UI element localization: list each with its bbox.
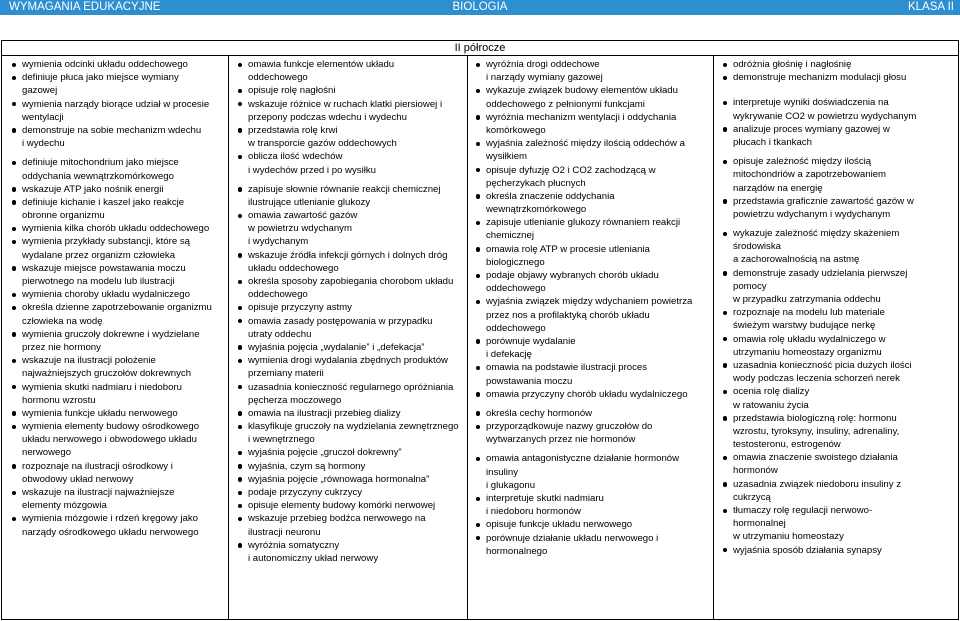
requirement-item: podaje objawy wybranych chorób układu — [472, 269, 712, 282]
requirement-item: wykazuje związek budowy elementów układu — [472, 84, 712, 97]
requirement-continuation: narządów na energię — [733, 182, 823, 194]
requirement-item: wskazuje ATP jako nośnik energii — [8, 183, 228, 196]
requirement-continuation: hormonów — [733, 465, 778, 477]
requirement-item: wymienia drogi wydalania zbędnych produktów — [234, 354, 466, 367]
requirement-item: opisuje rolę nagłośni — [234, 84, 466, 97]
requirement-item: wymienia odcinki układu oddechowego — [8, 58, 228, 71]
column-divider — [228, 55, 229, 620]
requirement-item: oblicza ilość wdechów — [234, 150, 466, 163]
section-title: II półrocze — [454, 42, 506, 54]
requirement-continuation: mitochondriów a zapotrzebowaniem — [733, 169, 887, 181]
requirement-continuation: przemiany materii — [248, 368, 324, 380]
header-subject: BIOLOGIA — [452, 1, 508, 13]
column-grade-1 — [8, 58, 228, 539]
requirement-item: przedstawia rolę krwi — [234, 124, 466, 137]
requirement-item: wskazuje na ilustracji najważniejsze — [8, 486, 228, 499]
requirement-continuation: w utrzymaniu homeostazy — [733, 531, 844, 543]
requirement-continuation: w przypadku zatrzymania oddechu — [733, 294, 881, 305]
requirement-item: wyjaśnia pojęcie „gruczoł dokrewny” — [234, 446, 466, 459]
requirement-continuation: narządy ośrodkowego układu nerwowego — [22, 526, 199, 538]
requirement-item: wymienia funkcje układu nerwowego — [8, 407, 228, 420]
requirement-continuation: hormonu wzrostu — [22, 394, 96, 406]
requirement-item: zapisuje utlenianie glukozy równaniem reakcji — [472, 216, 712, 229]
requirement-continuation: wydalane przez organizm człowieka — [22, 249, 176, 261]
requirement-item: wymienia kilka chorób układu oddechowego — [8, 222, 228, 235]
requirement-continuation: w ratowaniu życia — [733, 399, 809, 411]
requirement-continuation: przez nie hormony — [22, 341, 101, 353]
requirement-continuation: i autonomiczny układ nerwowy — [248, 552, 379, 564]
requirement-continuation: wykrywanie CO2 w powietrzu wydychanym — [733, 110, 917, 122]
requirement-continuation: komórkowego — [486, 124, 546, 136]
requirement-item: przyporządkowuje nazwy gruczołów do — [472, 420, 712, 433]
requirement-continuation: ilustracji neuronu — [248, 526, 321, 538]
requirement-continuation: powstawania moczu — [486, 375, 573, 387]
requirement-continuation: insuliny — [486, 466, 518, 478]
requirement-continuation: nerwowego — [22, 447, 72, 459]
requirement-item: wyjaśnia pojęcie „równowaga hormonalna” — [234, 473, 466, 486]
requirement-continuation: hormonalnego — [486, 545, 548, 557]
requirement-item: określa znaczenie oddychania — [472, 190, 712, 203]
requirement-item: wyróżnia drogi oddechowe — [472, 58, 712, 71]
requirement-item: omawia rolę układu wydalniczego w — [719, 333, 957, 346]
requirement-continuation: pęcherzykach płucnych — [486, 177, 586, 189]
requirement-item: podaje przyczyny cukrzycy — [234, 486, 466, 499]
requirement-item: wyjaśnia pojęcia „wydalanie” i „defekacja” — [234, 341, 466, 354]
header-title: WYMAGANIA EDUKACYJNE — [9, 1, 161, 13]
requirement-item: demonstruje zasady udzielania pierwszej — [719, 267, 957, 280]
requirement-continuation: obwodowy układ nerwowy — [22, 473, 134, 485]
column-divider — [467, 55, 468, 620]
requirement-item: uzasadnia konieczność regularnego opróżniania — [234, 381, 466, 394]
column-divider — [713, 55, 714, 620]
requirement-item: wskazuje na ilustracji położenie — [8, 354, 228, 367]
requirement-item: określa sposoby zapobiegania chorobom układu — [234, 275, 466, 288]
requirement-item: wskazuje przebieg bodźca nerwowego na — [234, 512, 466, 525]
requirement-item: zapisuje słownie równanie reakcji chemicznej — [234, 183, 466, 196]
requirement-continuation: świeżym warstwy budujące nerkę — [733, 320, 876, 332]
requirement-item: uzasadnia związek niedoboru insuliny z — [719, 478, 957, 491]
requirement-item: opisuje funkcje układu nerwowego — [472, 518, 712, 531]
requirement-item: definiuje kichanie i kaszel jako reakcje — [8, 196, 228, 209]
requirement-continuation: oddechowego — [248, 72, 308, 84]
requirement-item: tłumaczy rolę regulacji nerwowo- — [719, 504, 957, 517]
requirement-item: określa cechy hormonów — [472, 407, 712, 420]
requirement-item: przedstawia biologiczną rolę: hormonu — [719, 412, 957, 425]
requirement-continuation: wysiłkiem — [486, 151, 528, 163]
requirement-item: wyjaśnia związek między wdychaniem powietrza — [472, 295, 712, 308]
requirement-continuation: płucach i tkankach — [733, 136, 812, 148]
requirement-continuation: cukrzycą — [733, 491, 771, 503]
requirement-item: omawia rolę ATP w procesie utleniania — [472, 243, 712, 256]
column-grade-3 — [472, 58, 712, 558]
requirement-continuation: i narządy wymiany gazowej — [486, 72, 603, 84]
requirement-item: wyjaśnia zależność między ilością oddechów a — [472, 137, 712, 150]
requirement-item: definiuje płuca jako miejsce wymiany — [8, 71, 228, 84]
requirement-item: odróżnia głośnię i nagłośnię — [719, 58, 957, 71]
requirement-continuation: i wydechu — [22, 138, 65, 150]
requirement-item: wymienia choroby układu wydalniczego — [8, 288, 228, 301]
requirement-continuation: powietrzu wdychanym i wydychanym — [733, 208, 891, 220]
requirement-continuation: w transporcie gazów oddechowych — [248, 138, 397, 150]
requirement-item: opisuje elementy budowy komórki nerwowej — [234, 499, 466, 512]
requirement-item: wymienia narządy biorące udział w procesie — [8, 98, 228, 111]
header-class: KLASA II — [907, 1, 954, 13]
requirement-continuation: wzrostu, tyroksyny, insuliny, adrenaliny, — [733, 425, 900, 437]
requirement-item: omawia zawartość gazów — [234, 209, 466, 222]
requirement-continuation: a zachorowalnością na astmę — [733, 254, 860, 266]
requirement-item: porównuje wydalanie — [472, 335, 712, 348]
requirement-item: wymienia mózgowie i rdzeń kręgowy jako — [8, 512, 228, 525]
requirement-continuation: oddechowego z pełnionymi funkcjami — [486, 98, 645, 110]
requirement-continuation: biologicznego — [486, 256, 545, 268]
requirement-item: definiuje mitochondrium jako miejsce — [8, 156, 228, 169]
requirement-item: demonstruje na sobie mechanizm wdechu — [8, 124, 228, 137]
requirement-item: omawia znaczenie swoistego działania — [719, 451, 957, 464]
requirement-item: rozpoznaje na ilustracji ośrodkowy i — [8, 460, 228, 473]
requirement-item: wyróżnia somatyczny — [234, 539, 466, 552]
requirement-continuation: środowiska — [733, 241, 781, 253]
requirement-continuation: oddechowego — [248, 289, 308, 301]
requirement-item: analizuje proces wymiany gazowej w — [719, 123, 957, 136]
requirement-item: wymienia elementy budowy ośrodkowego — [8, 420, 228, 433]
requirement-item: wymienia skutki nadmiaru i niedoboru — [8, 381, 228, 394]
requirement-continuation: i wewnętrznego — [248, 434, 315, 446]
requirement-item: wyróżnia mechanizm wentylacji i oddychania — [472, 111, 712, 124]
requirement-continuation: pomocy — [733, 280, 767, 292]
requirement-item: uzasadnia konieczność picia dużych ilości — [719, 359, 957, 372]
requirement-continuation: i wydechów przed i po wysiłku — [248, 164, 376, 176]
requirement-continuation: układu nerwowego i obwodowego układu — [22, 434, 197, 446]
requirement-continuation: testosteronu, estrogenów — [733, 439, 841, 451]
requirement-continuation: wewnątrzkomórkowego — [486, 204, 587, 216]
requirement-item: omawia przyczyny chorób układu wydalniczego — [472, 388, 712, 401]
requirement-item: wskazuje miejsce powstawania moczu — [8, 262, 228, 275]
column-grade-2 — [234, 58, 466, 565]
requirement-item: wyjaśnia sposób działania synapsy — [719, 544, 957, 557]
requirement-item: rozpoznaje na modelu lub materiale — [719, 306, 957, 319]
requirement-continuation: i niedoboru hormonów — [486, 506, 581, 518]
requirement-item: omawia na podstawie ilustracji proces — [472, 361, 712, 374]
requirement-continuation: oddechowego — [486, 283, 546, 295]
requirement-continuation: elementy mózgowia — [22, 500, 107, 512]
requirement-item: wskazuje różnice w ruchach klatki piersiowej i — [234, 98, 466, 111]
requirement-continuation: i glukagonu — [486, 479, 536, 491]
requirement-item: interpretuje wyniki doświadczenia na — [719, 96, 957, 109]
requirement-continuation: pierwotnego na modelu lub ilustracji — [22, 276, 175, 287]
requirement-item: klasyfikuje gruczoły na wydzielania zewnętrznego — [234, 420, 466, 433]
requirement-continuation: pęcherza moczowego — [248, 394, 342, 406]
requirement-continuation: oddychania wewnątrzkomórkowego — [22, 170, 174, 182]
requirement-item: wskazuje źródła infekcji górnych i dolnych dróg — [234, 249, 466, 262]
requirement-item: porównuje działanie układu nerwowego i — [472, 532, 712, 545]
requirement-item: omawia antagonistyczne działanie hormonów — [472, 452, 712, 465]
requirement-continuation: ilustrujące utlenianie glukozy — [248, 196, 371, 208]
requirement-continuation: i defekację — [486, 349, 532, 361]
table-header-divider — [1, 55, 959, 56]
requirement-continuation: utraty oddechu — [248, 328, 312, 340]
requirement-item: wykazuje zależność między skażeniem — [719, 227, 957, 240]
requirement-continuation: człowieka na wodę — [22, 315, 103, 327]
requirement-continuation: wentylacji — [22, 111, 64, 123]
requirement-item: omawia zasady postępowania w przypadku — [234, 315, 466, 328]
requirement-continuation: gazowej — [22, 85, 58, 97]
requirement-continuation: układu oddechowego — [248, 262, 339, 274]
requirement-continuation: przepony podczas wdechu i wydechu — [248, 111, 407, 123]
header-bar — [0, 0, 960, 15]
requirement-item: ocenia rolę dializy — [719, 385, 957, 398]
requirement-continuation: chemicznej — [486, 230, 534, 242]
requirement-continuation: utrzymaniu homeostazy organizmu — [733, 346, 882, 358]
requirement-continuation: najważniejszych gruczołów dokrewnych — [22, 368, 192, 380]
requirement-continuation: obronne organizmu — [22, 210, 105, 222]
requirement-item: określa dzienne zapotrzebowanie organizmu — [8, 301, 228, 314]
requirement-item: opisuje zależność między ilością — [719, 155, 957, 168]
requirement-item: opisuje przyczyny astmy — [234, 301, 466, 314]
requirement-continuation: hormonalnej — [733, 518, 786, 530]
requirement-continuation: i wydychanym — [248, 236, 309, 248]
requirement-item: przedstawia graficznie zawartość gazów w — [719, 195, 957, 208]
requirement-continuation: przez nos a profilaktyką chorób układu — [486, 309, 650, 321]
requirement-item: wyjaśnia, czym są hormony — [234, 460, 466, 473]
requirement-item: opisuje dyfuzję O2 i CO2 zachodzącą w — [472, 164, 712, 177]
requirement-continuation: oddechowego — [486, 322, 546, 334]
requirement-item: interpretuje skutki nadmiaru — [472, 492, 712, 505]
requirement-continuation: wody podczas leczenia schorzeń nerek — [733, 373, 900, 385]
requirement-item: wymienia gruczoły dokrewne i wydzielane — [8, 328, 228, 341]
requirement-item: wymienia przykłady substancji, które są — [8, 235, 228, 248]
requirement-item: omawia funkcje elementów układu — [234, 58, 466, 71]
column-grade-4 — [719, 58, 957, 557]
requirement-continuation: wytwarzanych przez nie hormonów — [486, 434, 636, 446]
requirement-item: omawia na ilustracji przebieg dializy — [234, 407, 466, 420]
requirement-continuation: w powietrzu wdychanym — [248, 223, 352, 235]
requirement-item: demonstruje mechanizm modulacji głosu — [719, 71, 957, 84]
